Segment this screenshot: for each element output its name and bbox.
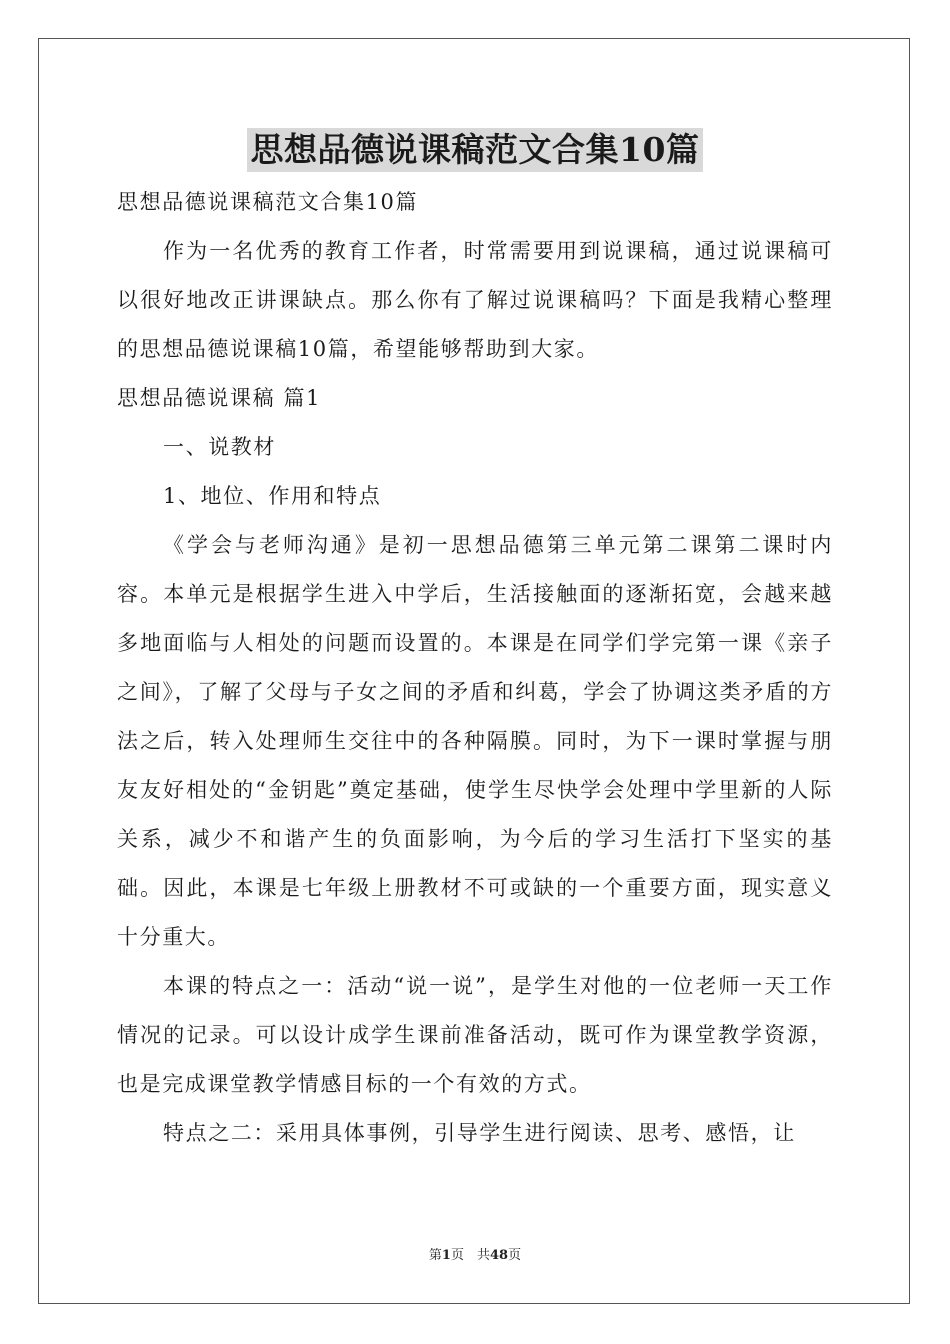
section-heading: 思想品德说课稿 篇1 <box>117 386 322 410</box>
subheading-position: 1、地位、作用和特点 <box>163 484 382 508</box>
subheading-textbook: 一、说教材 <box>163 435 276 459</box>
footer-prefix: 第 <box>428 1248 442 1263</box>
footer-current-page: 1 <box>441 1248 451 1263</box>
paragraph-intro: 作为一名优秀的教育工作者，时常需要用到说课稿，通过说课稿可以很好地改正讲课缺点。那么你有了解过说课稿吗？下面是我精心整理的思想品德说课稿10篇，希望能够帮助到大家。 <box>117 239 833 361</box>
footer-total-pages: 48 <box>489 1248 509 1263</box>
paragraph-feature-two: 特点之二：采用具体事例，引导学生进行阅读、思考、感悟，让 <box>163 1121 796 1145</box>
footer-mid: 页 共 <box>450 1248 490 1263</box>
title-container <box>0 128 950 172</box>
document-title: 思想品德说课稿范文合集10篇 <box>247 128 704 172</box>
footer-suffix: 页 <box>508 1248 522 1263</box>
page-footer <box>0 1244 950 1263</box>
paragraph-body: 《学会与老师沟通》是初一思想品德第三单元第二课第二课时内容。本单元是根据学生进入中学后，生活接触面的逐渐拓宽，会越来越多地面临与人相处的问题而设置的。本课是在同学们学完第一课《亲子之间》，了解了父母与子女之间的矛盾和纠葛，学会了协调这类矛盾的方法之后，转入处理师生交往中的各种隔膜。同时，为下一课时掌握与朋友友好相处的“金钥匙”奠定基础，使学生尽快学会处理中学里新的人际关系，减少不和谐产生的负面影响，为今后的学习生活打下坚实的基础。因此，本课是七年级上册教材不可或缺的一个重要方面，现实意义十分重大。 <box>117 533 833 949</box>
paragraph-feature-one: 本课的特点之一：活动“说一说”，是学生对他的一位老师一天工作情况的记录。可以设计成学生课前准备活动，既可作为课堂教学资源，也是完成课堂教学情感目标的一个有效的方式。 <box>117 974 833 1096</box>
paragraph-subtitle: 思想品德说课稿范文合集10篇 <box>117 190 419 214</box>
document-body <box>117 178 833 1158</box>
